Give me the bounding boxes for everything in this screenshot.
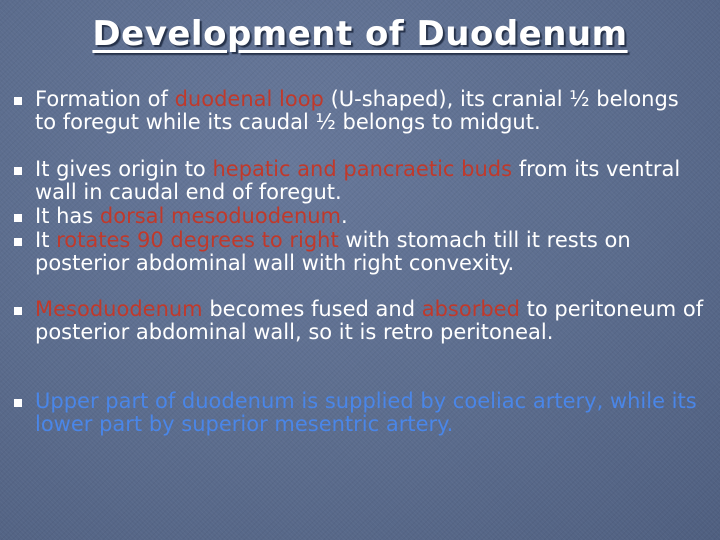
bullet-segment: Formation of <box>35 87 175 111</box>
bullet-segment: (U-shaped), its cranial ½ belongs to foregut while its caudal ½ belongs to midgut. <box>35 87 679 134</box>
bullet-item <box>0 158 720 205</box>
square-bullet-icon <box>14 399 22 407</box>
bullet-segment-highlight: rotates 90 degrees to right <box>56 228 339 252</box>
slide-title: Development of Duodenum <box>92 14 628 54</box>
square-bullet-icon <box>14 167 22 175</box>
square-bullet-icon <box>14 238 22 246</box>
bullet-item <box>0 390 720 437</box>
bullet-item <box>0 229 720 298</box>
square-bullet-icon <box>14 307 22 315</box>
square-bullet-icon <box>14 214 22 222</box>
bullet-segment: It gives origin to <box>35 157 213 181</box>
bullet-segment-highlight: absorbed <box>421 297 520 321</box>
bullet-item <box>0 88 720 158</box>
bullet-segment: It <box>35 228 57 252</box>
bullet-segment: from its ventral wall in caudal end of foregut. <box>35 157 681 204</box>
bullet-segment-highlight: Mesoduodenum <box>35 297 203 321</box>
bullet-segment: . <box>341 204 348 228</box>
bullet-segment: to peritoneum of posterior abdominal wall, so it is retro peritoneal. <box>35 297 704 344</box>
bullet-segment: becomes fused and <box>202 297 422 321</box>
bullet-segment-highlight: duodenal loop <box>174 87 324 111</box>
bullet-list <box>0 88 720 437</box>
bullet-item <box>0 298 720 390</box>
square-bullet-icon <box>14 97 22 105</box>
bullet-segment-highlight: dorsal mesoduodenum <box>99 204 342 228</box>
bullet-segment: It has <box>35 204 100 228</box>
bullet-item <box>0 205 720 229</box>
bullet-segment: with stomach till it rests on posterior abdominal wall with right convexity. <box>35 228 631 275</box>
bullet-segment-highlight: hepatic and pancraetic buds <box>212 157 513 181</box>
bullet-segment-highlight: Upper part of duodenum is supplied by coeliac artery, while its lower part by superior mesentric artery. <box>35 389 697 436</box>
